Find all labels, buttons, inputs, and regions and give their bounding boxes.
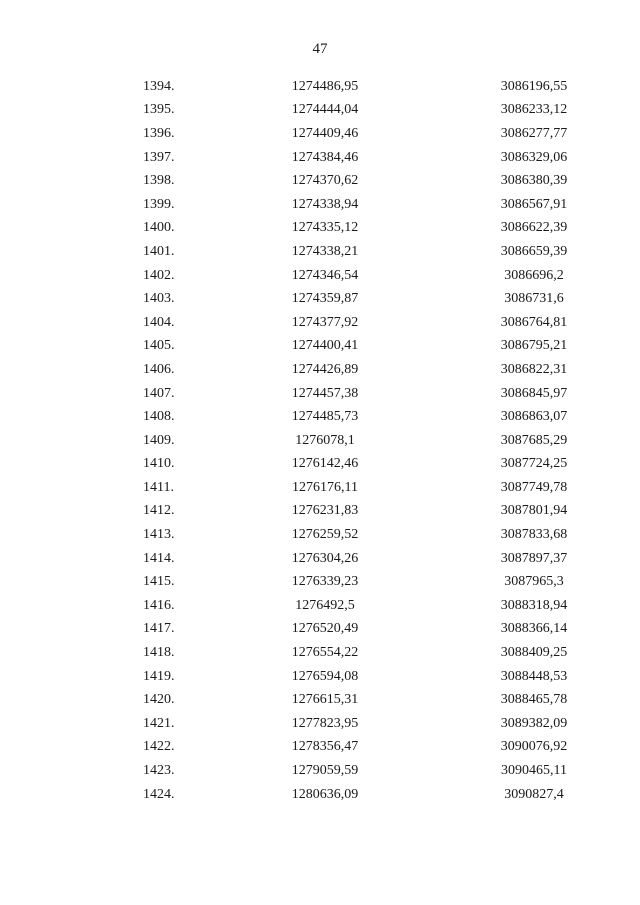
page-number: 47 bbox=[312, 41, 328, 57]
table-row bbox=[0, 405, 640, 429]
point-number: 1400. bbox=[143, 220, 175, 236]
coordinate-y: 3088448,53 bbox=[500, 668, 568, 684]
coordinate-y: 3086696,2 bbox=[504, 267, 564, 283]
coordinate-x: 1274384,46 bbox=[291, 149, 359, 165]
point-number: 1420. bbox=[143, 692, 175, 708]
point-number: 1408. bbox=[143, 409, 175, 425]
coordinate-x: 1274444,04 bbox=[291, 102, 359, 118]
coordinate-y: 3089382,09 bbox=[500, 715, 568, 731]
table-row bbox=[0, 570, 640, 594]
coordinate-x: 1276304,26 bbox=[291, 550, 359, 566]
coordinate-x: 1274400,41 bbox=[291, 338, 359, 354]
point-number: 1396. bbox=[143, 125, 175, 141]
table-row bbox=[0, 641, 640, 665]
table-row bbox=[0, 99, 640, 123]
point-number: 1404. bbox=[143, 314, 175, 330]
coordinate-x: 1274338,94 bbox=[291, 196, 359, 212]
table-row bbox=[0, 311, 640, 335]
table-row bbox=[0, 712, 640, 736]
table-row bbox=[0, 759, 640, 783]
coordinate-x: 1274338,21 bbox=[291, 243, 359, 259]
point-number: 1395. bbox=[143, 102, 175, 118]
table-row bbox=[0, 193, 640, 217]
table-row bbox=[0, 240, 640, 264]
coordinate-y: 3086567,91 bbox=[500, 196, 568, 212]
coordinate-y: 3086795,21 bbox=[500, 338, 568, 354]
coordinate-y: 3086822,31 bbox=[500, 361, 568, 377]
point-number: 1402. bbox=[143, 267, 175, 283]
point-number: 1403. bbox=[143, 291, 175, 307]
coordinate-y: 3086196,55 bbox=[500, 78, 568, 94]
point-number: 1411. bbox=[143, 479, 174, 495]
coordinate-y: 3086233,12 bbox=[500, 102, 568, 118]
coordinate-y: 3086731,6 bbox=[504, 291, 564, 307]
coordinate-y: 3086622,39 bbox=[500, 220, 568, 236]
table-row bbox=[0, 122, 640, 146]
coordinate-x: 1276078,1 bbox=[295, 432, 355, 448]
coordinate-x: 1274409,46 bbox=[291, 125, 359, 141]
coordinate-y: 3086863,07 bbox=[500, 409, 568, 425]
coordinate-x: 1279059,59 bbox=[291, 763, 359, 779]
coordinate-y: 3086329,06 bbox=[500, 149, 568, 165]
coordinate-y: 3087897,37 bbox=[500, 550, 568, 566]
point-number: 1412. bbox=[143, 503, 175, 519]
coordinate-x: 1276231,83 bbox=[291, 503, 359, 519]
point-number: 1394. bbox=[143, 78, 175, 94]
table-row bbox=[0, 358, 640, 382]
coordinate-y: 3088366,14 bbox=[500, 621, 568, 637]
table-row bbox=[0, 618, 640, 642]
table-row bbox=[0, 453, 640, 477]
coordinate-x: 1276615,31 bbox=[291, 692, 359, 708]
coordinate-x: 1274335,12 bbox=[291, 220, 359, 236]
table-row bbox=[0, 476, 640, 500]
table-row bbox=[0, 688, 640, 712]
point-number: 1406. bbox=[143, 361, 175, 377]
coordinate-y: 3086380,39 bbox=[500, 173, 568, 189]
point-number: 1422. bbox=[143, 739, 175, 755]
table-row bbox=[0, 217, 640, 241]
point-number: 1415. bbox=[143, 574, 175, 590]
coordinate-y: 3086659,39 bbox=[500, 243, 568, 259]
table-row bbox=[0, 382, 640, 406]
table-row bbox=[0, 736, 640, 760]
table-row bbox=[0, 169, 640, 193]
point-number: 1397. bbox=[143, 149, 175, 165]
point-number: 1421. bbox=[143, 715, 175, 731]
point-number: 1401. bbox=[143, 243, 175, 259]
table-row bbox=[0, 594, 640, 618]
table-row bbox=[0, 547, 640, 571]
coordinate-x: 1274457,38 bbox=[291, 385, 359, 401]
coordinate-x: 1274377,92 bbox=[291, 314, 359, 330]
coordinate-x: 1276492,5 bbox=[295, 597, 355, 613]
point-number: 1405. bbox=[143, 338, 175, 354]
point-number: 1417. bbox=[143, 621, 175, 637]
coordinate-y: 3088318,94 bbox=[500, 597, 568, 613]
coordinates-table-body bbox=[0, 75, 640, 806]
table-row bbox=[0, 500, 640, 524]
table-row bbox=[0, 75, 640, 99]
coordinates-table bbox=[0, 75, 640, 806]
coordinate-x: 1274359,87 bbox=[291, 291, 359, 307]
coordinate-x: 1274485,73 bbox=[291, 409, 359, 425]
coordinate-x: 1276594,08 bbox=[291, 668, 359, 684]
coordinate-x: 1276142,46 bbox=[291, 456, 359, 472]
point-number: 1418. bbox=[143, 645, 175, 661]
coordinate-x: 1276520,49 bbox=[291, 621, 359, 637]
coordinate-y: 3086764,81 bbox=[500, 314, 568, 330]
coordinate-x: 1278356,47 bbox=[291, 739, 359, 755]
coordinate-y: 3086277,77 bbox=[500, 125, 568, 141]
point-number: 1399. bbox=[143, 196, 175, 212]
coordinate-x: 1276339,23 bbox=[291, 574, 359, 590]
point-number: 1407. bbox=[143, 385, 175, 401]
coordinate-y: 3087833,68 bbox=[500, 527, 568, 543]
coordinate-x: 1276554,22 bbox=[291, 645, 359, 661]
table-row bbox=[0, 783, 640, 807]
coordinate-x: 1280636,09 bbox=[291, 786, 359, 802]
point-number: 1423. bbox=[143, 763, 175, 779]
point-number: 1398. bbox=[143, 173, 175, 189]
coordinate-y: 3090465,11 bbox=[501, 763, 567, 779]
coordinate-y: 3087724,25 bbox=[500, 456, 568, 472]
coordinate-x: 1276259,52 bbox=[291, 527, 359, 543]
coordinate-x: 1276176,11 bbox=[292, 479, 358, 495]
point-number: 1410. bbox=[143, 456, 175, 472]
coordinate-y: 3087801,94 bbox=[500, 503, 568, 519]
point-number: 1414. bbox=[143, 550, 175, 566]
table-row bbox=[0, 287, 640, 311]
coordinate-y: 3087685,29 bbox=[500, 432, 568, 448]
coordinate-y: 3087749,78 bbox=[500, 479, 568, 495]
coordinate-y: 3086845,97 bbox=[500, 385, 568, 401]
coordinate-x: 1274346,54 bbox=[291, 267, 359, 283]
coordinate-y: 3090076,92 bbox=[500, 739, 568, 755]
coordinate-y: 3088465,78 bbox=[500, 692, 568, 708]
point-number: 1416. bbox=[143, 597, 175, 613]
coordinate-x: 1274426,89 bbox=[291, 361, 359, 377]
table-row bbox=[0, 523, 640, 547]
coordinate-x: 1274486,95 bbox=[291, 78, 359, 94]
point-number: 1424. bbox=[143, 786, 175, 802]
point-number: 1413. bbox=[143, 527, 175, 543]
coordinate-y: 3087965,3 bbox=[504, 574, 564, 590]
coordinate-y: 3090827,4 bbox=[504, 786, 564, 802]
coordinate-x: 1277823,95 bbox=[291, 715, 359, 731]
point-number: 1409. bbox=[143, 432, 175, 448]
coordinate-x: 1274370,62 bbox=[291, 173, 359, 189]
coordinate-y: 3088409,25 bbox=[500, 645, 568, 661]
point-number: 1419. bbox=[143, 668, 175, 684]
table-row bbox=[0, 146, 640, 170]
table-row bbox=[0, 429, 640, 453]
table-row bbox=[0, 665, 640, 689]
table-row bbox=[0, 264, 640, 288]
table-row bbox=[0, 335, 640, 359]
